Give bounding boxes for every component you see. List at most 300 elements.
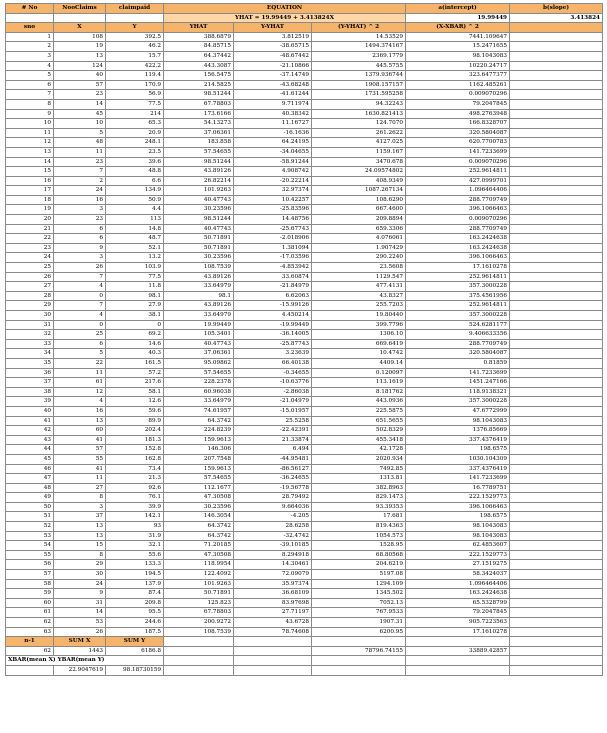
table-row: [6, 99, 603, 109]
table-row: [6, 167, 603, 177]
subheader-residual-squared: (Y-YHAT) ^ 2: [312, 23, 406, 33]
cell-yhat: 146.306: [164, 445, 234, 455]
cell-x-dev-squared: 65.5328799: [406, 598, 510, 608]
cell-x-dev-squared: 62.4853607: [406, 541, 510, 551]
cell-y: 73.4: [106, 464, 164, 474]
cell-residual-squared: 1129.547: [312, 272, 406, 282]
cell-x: 57: [54, 445, 106, 455]
blank-cell: [510, 80, 603, 90]
cell-x-dev-squared: 252.9614811: [406, 301, 510, 311]
sum-header-sumy: SUM Y: [106, 637, 164, 647]
table-row: [6, 358, 603, 368]
cell-x-dev-squared: 141.7233699: [406, 368, 510, 378]
cell-residual-squared: 651.5655: [312, 416, 406, 426]
cell-yhat: 43.89126: [164, 272, 234, 282]
cell-x-dev-squared: 0.81859: [406, 358, 510, 368]
table-row: [6, 330, 603, 340]
cell-residual-squared: 1313.81: [312, 474, 406, 484]
cell-sno: 44: [6, 445, 54, 455]
cell-residual-squared: 382.8963: [312, 483, 406, 493]
subheader-x-dev-squared: (X-XBAR) ^ 2: [406, 23, 510, 33]
table-row: [6, 435, 603, 445]
cell-y: 248.1: [106, 138, 164, 148]
cell-y: 134.9: [106, 186, 164, 196]
cell-yhat: 54.13273: [164, 119, 234, 129]
cell-residual-squared: 255.7203: [312, 301, 406, 311]
blank-cell: [406, 665, 510, 675]
cell-x: 13: [54, 416, 106, 426]
cell-residual: -20.22214: [234, 176, 312, 186]
cell-residual: 3.23639: [234, 349, 312, 359]
cell-sno: 4: [6, 61, 54, 71]
cell-yhat: 64.3742: [164, 531, 234, 541]
cell-yhat: 224.8239: [164, 426, 234, 436]
table-row: [6, 522, 603, 532]
cell-sno: 39: [6, 397, 54, 407]
blank-cell: [510, 32, 603, 42]
cell-x-dev-squared: 0.009070296: [406, 157, 510, 167]
cell-residual: -39.10185: [234, 541, 312, 551]
cell-y: 98.1: [106, 291, 164, 301]
cell-x: 15: [54, 541, 106, 551]
cell-yhat: 26.82214: [164, 176, 234, 186]
cell-residual: -2.018906: [234, 234, 312, 244]
cell-sno: 46: [6, 464, 54, 474]
cell-x-dev-squared: 620.7700783: [406, 138, 510, 148]
blank-cell: [510, 598, 603, 608]
cell-y: 38.1: [106, 311, 164, 321]
cell-sno: 11: [6, 128, 54, 138]
table-row: [6, 627, 603, 637]
blank-cell: [510, 493, 603, 503]
cell-sno: 13: [6, 147, 54, 157]
cell-x-dev-squared: 98.1043083: [406, 531, 510, 541]
cell-sno: 19: [6, 205, 54, 215]
cell-x-dev-squared: 1.096464406: [406, 579, 510, 589]
cell-residual: 21.33874: [234, 435, 312, 445]
equation-row: [6, 13, 603, 23]
blank-cell: [510, 502, 603, 512]
blank-cell: [510, 253, 603, 263]
cell-yhat: 57.54655: [164, 368, 234, 378]
cell-residual-squared: 1306.10: [312, 330, 406, 340]
cell-residual: -2.86038: [234, 387, 312, 397]
table-row: [6, 176, 603, 186]
cell-residual: 25.5258: [234, 416, 312, 426]
table-row: [6, 579, 603, 589]
cell-y: 21.3: [106, 474, 164, 484]
cell-x-dev-squared: 98.1043083: [406, 416, 510, 426]
cell-x: 48: [54, 138, 106, 148]
cell-residual: 9.711974: [234, 99, 312, 109]
cell-residual: -37.14749: [234, 71, 312, 81]
cell-x-dev-squared: 166.8328707: [406, 119, 510, 129]
cell-sno: 8: [6, 99, 54, 109]
blank-cell: [510, 541, 603, 551]
cell-sno: 62: [6, 618, 54, 628]
cell-residual: 14.30461: [234, 560, 312, 570]
cell-x: 3: [54, 502, 106, 512]
cell-yhat: 98.51244: [164, 215, 234, 225]
cell-yhat: 60.96038: [164, 387, 234, 397]
sum-header-n: n-1: [6, 637, 54, 647]
cell-residual-squared: 477.4131: [312, 282, 406, 292]
cell-sno: 45: [6, 454, 54, 464]
blank-cell: [510, 243, 603, 253]
cell-x-dev-squared: 1030.104309: [406, 454, 510, 464]
table-row: [6, 397, 603, 407]
blank-cell: [510, 61, 603, 71]
cell-x: 41: [54, 435, 106, 445]
cell-residual-squared: 502.8329: [312, 426, 406, 436]
cell-x: 26: [54, 627, 106, 637]
cell-residual: -0.34655: [234, 368, 312, 378]
cell-x-dev-squared: 7441.109647: [406, 32, 510, 42]
cell-x: 45: [54, 109, 106, 119]
cell-residual-squared: 1087.267134: [312, 186, 406, 196]
cell-sno: 21: [6, 224, 54, 234]
table-row: [6, 474, 603, 484]
cell-sno: 17: [6, 186, 54, 196]
cell-y: 214: [106, 109, 164, 119]
cell-residual-squared: 43.8327: [312, 291, 406, 301]
cell-x: 3: [54, 205, 106, 215]
xbar-value: 22.9047619: [54, 665, 106, 675]
cell-residual: 8.294918: [234, 550, 312, 560]
cell-x: 4: [54, 311, 106, 321]
cell-residual: 83.97698: [234, 598, 312, 608]
cell-y: 162.8: [106, 454, 164, 464]
cell-residual-squared: 829.1473: [312, 493, 406, 503]
table-row: [6, 378, 603, 388]
cell-yhat: 173.6166: [164, 109, 234, 119]
cell-yhat: 105.3401: [164, 330, 234, 340]
blank-cell: [510, 358, 603, 368]
cell-residual-squared: 1.907429: [312, 243, 406, 253]
cell-sno: 2: [6, 42, 54, 52]
cell-residual-squared: 1054.573: [312, 531, 406, 541]
cell-y: 181.3: [106, 435, 164, 445]
cell-residual-squared: 1908.157157: [312, 80, 406, 90]
cell-residual-squared: 408.9349: [312, 176, 406, 186]
cell-x-dev-squared: 288.7709749: [406, 195, 510, 205]
cell-residual: 35.97374: [234, 579, 312, 589]
table-row: [6, 531, 603, 541]
cell-sno: 18: [6, 195, 54, 205]
cell-residual: 10.42257: [234, 195, 312, 205]
header-no: # No: [6, 4, 54, 14]
blank-cell: [510, 483, 603, 493]
cell-y: 103.9: [106, 263, 164, 273]
table-row: [6, 243, 603, 253]
cell-residual-squared: 94.32243: [312, 99, 406, 109]
cell-residual-squared: 1528.95: [312, 541, 406, 551]
table-row: [6, 502, 603, 512]
table-row: [6, 80, 603, 90]
table-row: [6, 445, 603, 455]
blank-cell: [510, 627, 603, 637]
table-row: [6, 195, 603, 205]
cell-x-dev-squared: 337.4376419: [406, 464, 510, 474]
table-row: [6, 598, 603, 608]
cell-y: 59.6: [106, 406, 164, 416]
cell-residual: -38.65715: [234, 42, 312, 52]
cell-residual-squared: 204.6219: [312, 560, 406, 570]
cell-x: 25: [54, 330, 106, 340]
blank-cell: [510, 512, 603, 522]
cell-residual: -21.84979: [234, 282, 312, 292]
cell-y: 32.1: [106, 541, 164, 551]
cell-x-dev-squared: 0.009070296: [406, 215, 510, 225]
cell-yhat: 43.89126: [164, 301, 234, 311]
cell-x-dev-squared: 1162.485261: [406, 80, 510, 90]
cell-y: 27.9: [106, 301, 164, 311]
cell-residual-squared: 24.09574802: [312, 167, 406, 177]
cell-x-dev-squared: 79.2047845: [406, 99, 510, 109]
cell-residual-squared: 2020.934: [312, 454, 406, 464]
table-row: [6, 215, 603, 225]
table-row: [6, 301, 603, 311]
cell-x: 16: [54, 195, 106, 205]
cell-x: 13: [54, 522, 106, 532]
cell-residual-squared: 1379.936744: [312, 71, 406, 81]
table-row: [6, 541, 603, 551]
cell-x: 2: [54, 176, 106, 186]
cell-residual-squared: 2369.1779: [312, 51, 406, 61]
cell-x-dev-squared: 47.6772999: [406, 406, 510, 416]
cell-y: 4.4: [106, 205, 164, 215]
cell-residual-squared: 4127.025: [312, 138, 406, 148]
cell-x: 7: [54, 301, 106, 311]
cell-y: 69.2: [106, 330, 164, 340]
blank-cell: [6, 665, 54, 675]
blank-cell: [510, 263, 603, 273]
table-row: [6, 349, 603, 359]
cell-yhat: 200.9272: [164, 618, 234, 628]
subheader-sno: sno: [6, 23, 54, 33]
cell-y: 14.6: [106, 339, 164, 349]
cell-x: 26: [54, 263, 106, 273]
cell-sno: 25: [6, 263, 54, 273]
cell-yhat: 214.5825: [164, 80, 234, 90]
cell-sno: 37: [6, 378, 54, 388]
blank-cell: [234, 637, 312, 647]
cell-residual: -4.853942: [234, 263, 312, 273]
cell-residual-squared: 669.6419: [312, 339, 406, 349]
cell-residual: 11.16727: [234, 119, 312, 129]
cell-sno: 36: [6, 368, 54, 378]
blank-cell: [510, 301, 603, 311]
cell-sno: 54: [6, 541, 54, 551]
blank-cell: [510, 311, 603, 321]
cell-yhat: 108.7539: [164, 627, 234, 637]
cell-yhat: 47.30508: [164, 550, 234, 560]
cell-yhat: 43.89126: [164, 167, 234, 177]
table-row: [6, 42, 603, 52]
cell-residual-squared: 1494.374167: [312, 42, 406, 52]
cell-y: 142.1: [106, 512, 164, 522]
spreadsheet-table: [5, 3, 603, 676]
cell-residual-squared: 93.39353: [312, 502, 406, 512]
cell-x-dev-squared: 163.2424638: [406, 234, 510, 244]
cell-yhat: 71.20185: [164, 541, 234, 551]
cell-sno: 35: [6, 358, 54, 368]
cell-x-dev-squared: 98.1043083: [406, 51, 510, 61]
table-row: [6, 387, 603, 397]
equation-text: YHAT = 19.99449 + 3.413824X: [164, 13, 406, 23]
table-row: [6, 128, 603, 138]
cell-residual: 1.381094: [234, 243, 312, 253]
cell-residual-squared: 1294.109: [312, 579, 406, 589]
cell-residual: -25.83596: [234, 205, 312, 215]
cell-x: 9: [54, 243, 106, 253]
cell-residual: -44.95481: [234, 454, 312, 464]
cell-residual: -43.68248: [234, 80, 312, 90]
table-row: [6, 560, 603, 570]
cell-yhat: 98.1: [164, 291, 234, 301]
cell-y: 0: [106, 320, 164, 330]
cell-y: 202.4: [106, 426, 164, 436]
cell-x-dev-squared: 396.1066463: [406, 205, 510, 215]
blank-cell: [510, 416, 603, 426]
cell-residual-squared: 19.80440: [312, 311, 406, 321]
cell-residual-squared: 23.5608: [312, 263, 406, 273]
cell-yhat: 98.51244: [164, 157, 234, 167]
table-row: [6, 234, 603, 244]
cell-residual: -25.87743: [234, 339, 312, 349]
cell-x: 11: [54, 474, 106, 484]
cell-x: 61: [54, 378, 106, 388]
cell-residual-squared: 1907.31: [312, 618, 406, 628]
blank-cell: [510, 368, 603, 378]
cell-x-dev-squared: 163.2424638: [406, 589, 510, 599]
cell-residual: -32.4742: [234, 531, 312, 541]
cell-x: 7: [54, 167, 106, 177]
cell-x: 11: [54, 368, 106, 378]
header-equation: EQUATION: [164, 4, 406, 14]
header-slope: b(slope): [510, 4, 603, 14]
cell-y: 89.9: [106, 416, 164, 426]
cell-x-dev-squared: 27.1519275: [406, 560, 510, 570]
cell-y: 137.9: [106, 579, 164, 589]
cell-sno: 31: [6, 320, 54, 330]
cell-x: 29: [54, 560, 106, 570]
cell-y: 170.9: [106, 80, 164, 90]
cell-y: 14.8: [106, 224, 164, 234]
table-row: [6, 272, 603, 282]
table-row: [6, 483, 603, 493]
cell-y: 23.5: [106, 147, 164, 157]
blank-cell: [510, 397, 603, 407]
cell-x: 16: [54, 406, 106, 416]
cell-yhat: 57.54655: [164, 474, 234, 484]
table-row: [6, 608, 603, 618]
cell-sno: 27: [6, 282, 54, 292]
table-row: [6, 570, 603, 580]
cell-residual-squared: 767.9533: [312, 608, 406, 618]
blank-cell: [510, 570, 603, 580]
blank-cell: [510, 282, 603, 292]
cell-y: 133.3: [106, 560, 164, 570]
header-noofclaims: NooClaims: [54, 4, 106, 14]
cell-y: 65.3: [106, 119, 164, 129]
table-row: [6, 311, 603, 321]
blank-cell: [510, 454, 603, 464]
cell-sno: 47: [6, 474, 54, 484]
cell-sno: 16: [6, 176, 54, 186]
blank-cell: [510, 205, 603, 215]
cell-sno: 15: [6, 167, 54, 177]
blank-cell: [510, 23, 603, 33]
cell-x-dev-squared: 337.4376419: [406, 435, 510, 445]
cell-x-dev-squared: 141.7233699: [406, 474, 510, 484]
cell-y: 77.5: [106, 272, 164, 282]
cell-residual: -58.91244: [234, 157, 312, 167]
cell-x-dev-squared: 375.4561956: [406, 291, 510, 301]
cell-residual-squared: 261.2622: [312, 128, 406, 138]
table-row: [6, 339, 603, 349]
cell-sno: 33: [6, 339, 54, 349]
cell-x-dev-squared: 118.9138321: [406, 387, 510, 397]
cell-sno: 34: [6, 349, 54, 359]
cell-yhat: 57.54655: [164, 147, 234, 157]
cell-residual-squared: 399.7796: [312, 320, 406, 330]
cell-yhat: 67.78803: [164, 99, 234, 109]
cell-sno: 41: [6, 416, 54, 426]
cell-x-dev-squared: 288.7709749: [406, 224, 510, 234]
cell-residual-squared: 0.120097: [312, 368, 406, 378]
blank-cell: [510, 474, 603, 484]
cell-x: 30: [54, 570, 106, 580]
cell-y: 6.6: [106, 176, 164, 186]
cell-y: 48.7: [106, 234, 164, 244]
cell-residual: 64.24195: [234, 138, 312, 148]
cell-x: 31: [54, 598, 106, 608]
cell-residual: -19.99449: [234, 320, 312, 330]
cell-yhat: 40.47743: [164, 224, 234, 234]
sum-n-value: 62: [6, 646, 54, 656]
cell-x: 41: [54, 464, 106, 474]
blank-cell: [510, 665, 603, 675]
cell-sno: 53: [6, 531, 54, 541]
cell-y: 56.9: [106, 90, 164, 100]
cell-x-dev-squared: 252.9614811: [406, 167, 510, 177]
table-row: [6, 550, 603, 560]
cell-residual-squared: 5197.08: [312, 570, 406, 580]
cell-residual: -36.24655: [234, 474, 312, 484]
cell-x-dev-squared: 288.7709749: [406, 339, 510, 349]
blank-cell: [510, 435, 603, 445]
cell-residual-squared: 225.5875: [312, 406, 406, 416]
cell-residual: -17.03596: [234, 253, 312, 263]
cell-y: 187.5: [106, 627, 164, 637]
cell-sno: 51: [6, 512, 54, 522]
cell-sno: 3: [6, 51, 54, 61]
cell-x-dev-squared: 198.6575: [406, 445, 510, 455]
blank-cell: [312, 665, 406, 675]
cell-x: 124: [54, 61, 106, 71]
cell-y: 39.9: [106, 502, 164, 512]
blank-cell: [406, 656, 510, 666]
blank-cell: [510, 560, 603, 570]
table-row: [6, 90, 603, 100]
blank-cell: [510, 234, 603, 244]
cell-yhat: 125.823: [164, 598, 234, 608]
blank-cell: [510, 128, 603, 138]
cell-sno: 43: [6, 435, 54, 445]
blank-cell: [510, 387, 603, 397]
blank-cell: [510, 320, 603, 330]
